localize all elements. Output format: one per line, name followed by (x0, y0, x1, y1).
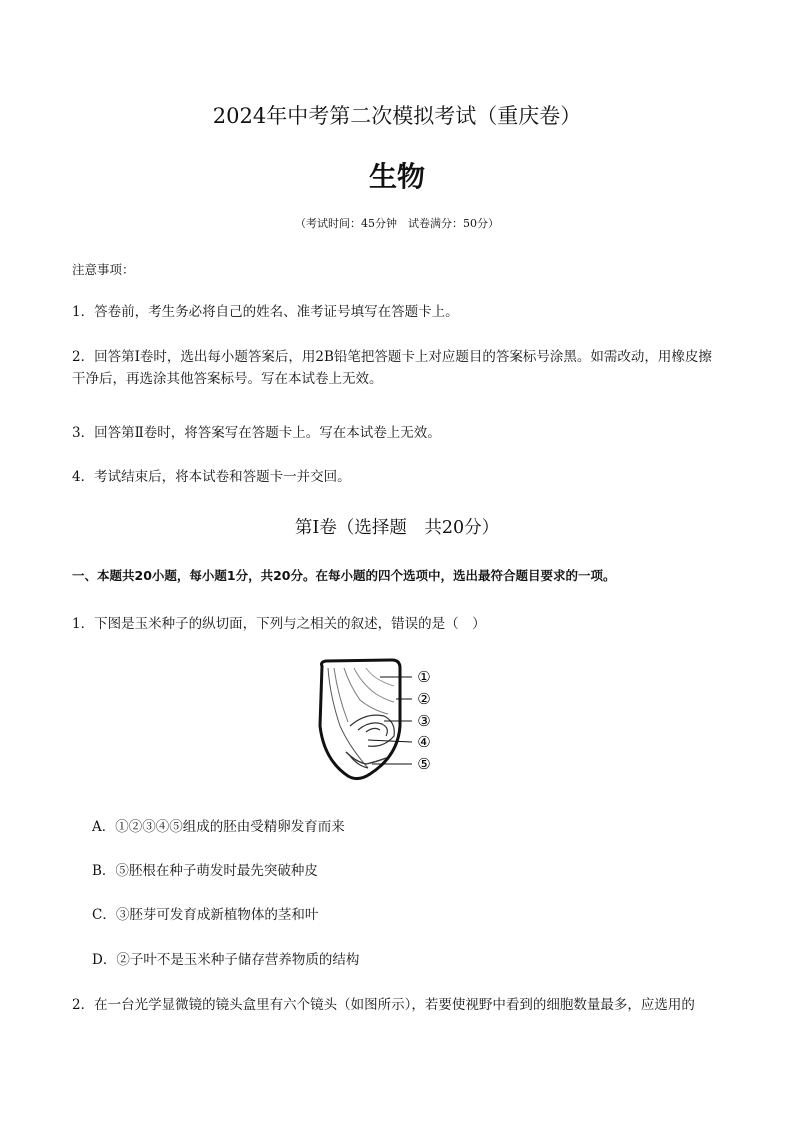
corn-seed-diagram (310, 656, 470, 786)
question-1-stem: 1．下图是玉米种子的纵切面，下列与之相关的叙述，错误的是（ ） (72, 616, 486, 632)
figure-label-4: ④ (417, 733, 431, 751)
subject-title: 生物 (368, 160, 425, 193)
section-title: 第Ⅰ卷（选择题 共20分） (294, 518, 500, 538)
question-2-stem: 2．在一台光学显微镜的镜头盒里有六个镜头（如图所示），若要使视野中看到的细胞数量最多，应选用的 (72, 997, 695, 1013)
seed-outline (320, 660, 400, 779)
figure-label-3: ③ (417, 712, 431, 730)
question-1-option-a: A．①②③④⑤组成的胚由受精卵发育而来 (92, 819, 345, 835)
notice-item: 4．考试结束后，将本试卷和答题卡一并交回。 (72, 469, 351, 485)
notice-item: 1．答卷前，考生务必将自己的姓名、准考证号填写在答题卡上。 (72, 304, 459, 320)
exam-info: （考试时间：45分钟 试卷满分：50分） (295, 217, 499, 230)
question-1-option-b: B．⑤胚根在种子萌发时最先突破种皮 (92, 863, 318, 879)
question-1-option-c: C．③胚芽可发育成新植物体的茎和叶 (92, 907, 319, 923)
exam-title: 2024年中考第二次模拟考试（重庆卷） (212, 104, 582, 128)
figure-label-1: ① (417, 668, 431, 686)
notice-item: 3．回答第Ⅱ卷时，将答案写在答题卡上。写在本试卷上无效。 (72, 425, 441, 441)
notice-heading: 注意事项： (72, 262, 135, 277)
notice-item: 2．回答第Ⅰ卷时，选出每小题答案后，用2B铅笔把答题卡上对应题目的答案标号涂黑。如需改动，用橡皮擦干净后，再选涂其他答案标号。写在本试卷上无效。 (72, 349, 712, 387)
figure-label-5: ⑤ (417, 755, 431, 773)
section-instruction: 一、本题共20小题，每小题1分，共20分。在每小题的四个选项中，选出最符合题目要求的一项。 (72, 568, 616, 583)
question-1-option-d: D．②子叶不是玉米种子储存营养物质的结构 (92, 952, 360, 968)
figure-label-2: ② (417, 690, 431, 708)
